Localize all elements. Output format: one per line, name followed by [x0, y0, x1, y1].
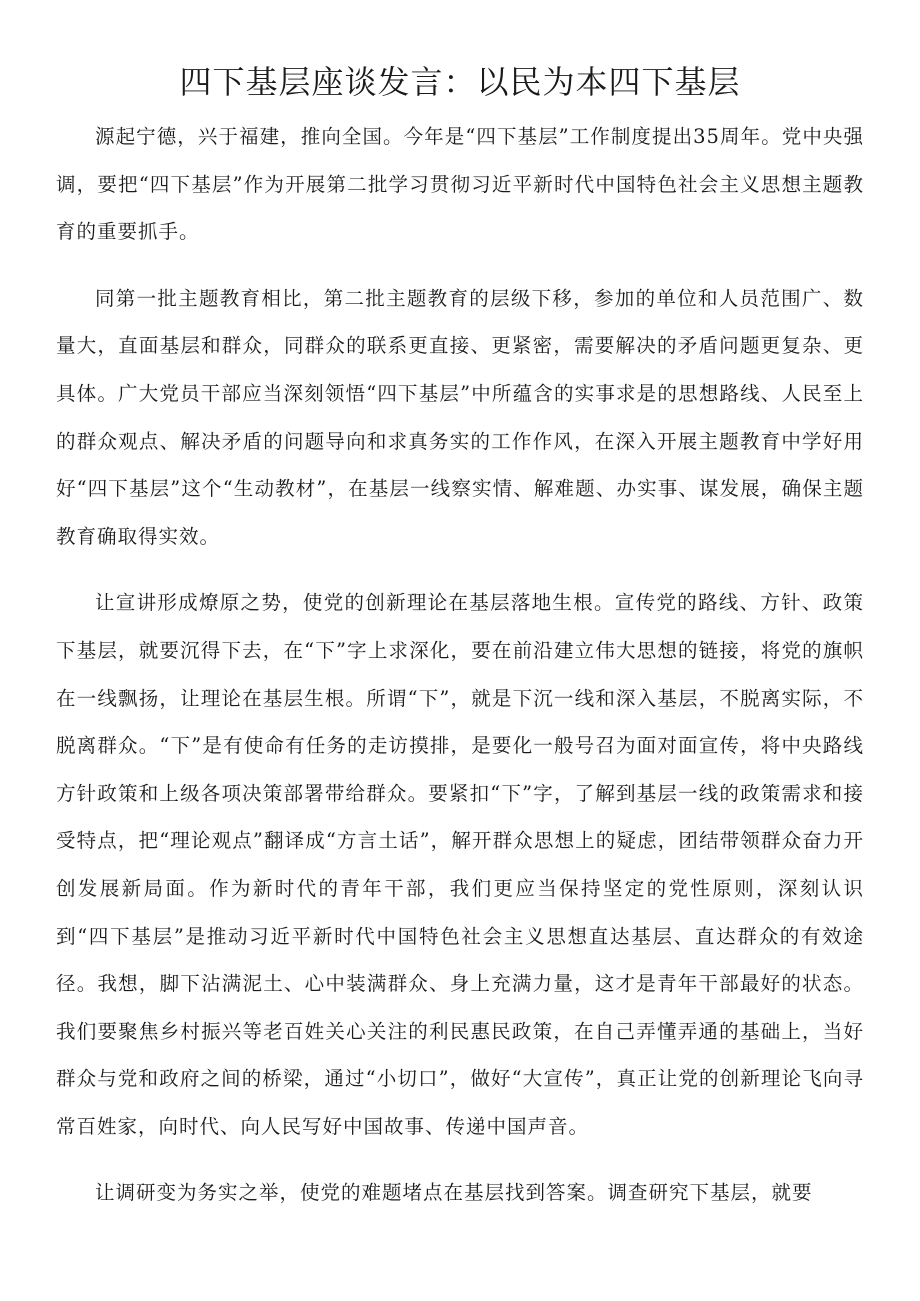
- paragraph-2: 同第一批主题教育相比，第二批主题教育的层级下移，参加的单位和人员范围广、数量大，直面基层和群众，同群众的联系更直接、更紧密，需要解决的矛盾问题更复杂、更具体。广大党员干部应当深刻领悟“四下基层”中所蕴含的实事求是的思想路线、人民至上的群众观点、解决矛盾的问题导向和求真务实的工作作风，在深入开展主题教育中学好用好“四下基层”这个“生动教材”，在基层一线察实情、解难题、办实事、谋发展，确保主题教育确取得实效。: [56, 286, 864, 548]
- paragraph-4: 让调研变为务实之举，使党的难题堵点在基层找到答案。调查研究下基层，就要: [95, 1181, 813, 1205]
- paragraph-3: 让宣讲形成燎原之势，使党的创新理论在基层落地生根。宣传党的路线、方针、政策下基层，就要沉得下去，在“下”字上求深化，要在前沿建立伟大思想的链接，将党的旗帜在一线飘扬，让理论在基层生根。所谓“下”，就是下沉一线和深入基层，不脱离实际，不脱离群众。“下”是有使命有任务的走访摸排，是要化一般号召为面对面宣传，将中央路线方针政策和上级各项决策部署带给群众。要紧扣“下”字，了解到基层一线的政策需求和接受特点，把“理论观点”翻译成“方言土话”，解开群众思想上的疑虑，团结带领群众奋力开创发展新局面。作为新时代的青年干部，我们更应当保持坚定的党性原则，深刻认识到“四下基层”是推动习近平新时代中国特色社会主义思想直达基层、直达群众的有效途径。我想，脚下沾满泥土、心中装满群众、身上充满力量，这才是青年干部最好的状态。我们要聚焦乡村振兴等老百姓关心关注的利民惠民政策，在自己弄懂弄通的基础上，当好群众与党和政府之间的桥梁，通过“小切口”，做好“大宣传”，真正让党的创新理论飞向寻常百姓家，向时代、向人民写好中国故事、传递中国声音。: [56, 591, 864, 1138]
- document-body: [56, 113, 864, 1236]
- paragraph-1: 源起宁德，兴于福建，推向全国。今年是“四下基层”工作制度提出35周年。党中央强调，要把“四下基层”作为开展第二批学习贯彻习近平新时代中国特色社会主义思想主题教育的重要抓手。: [56, 125, 864, 244]
- document-title: 四下基层座谈发言：以民为本四下基层: [179, 63, 741, 101]
